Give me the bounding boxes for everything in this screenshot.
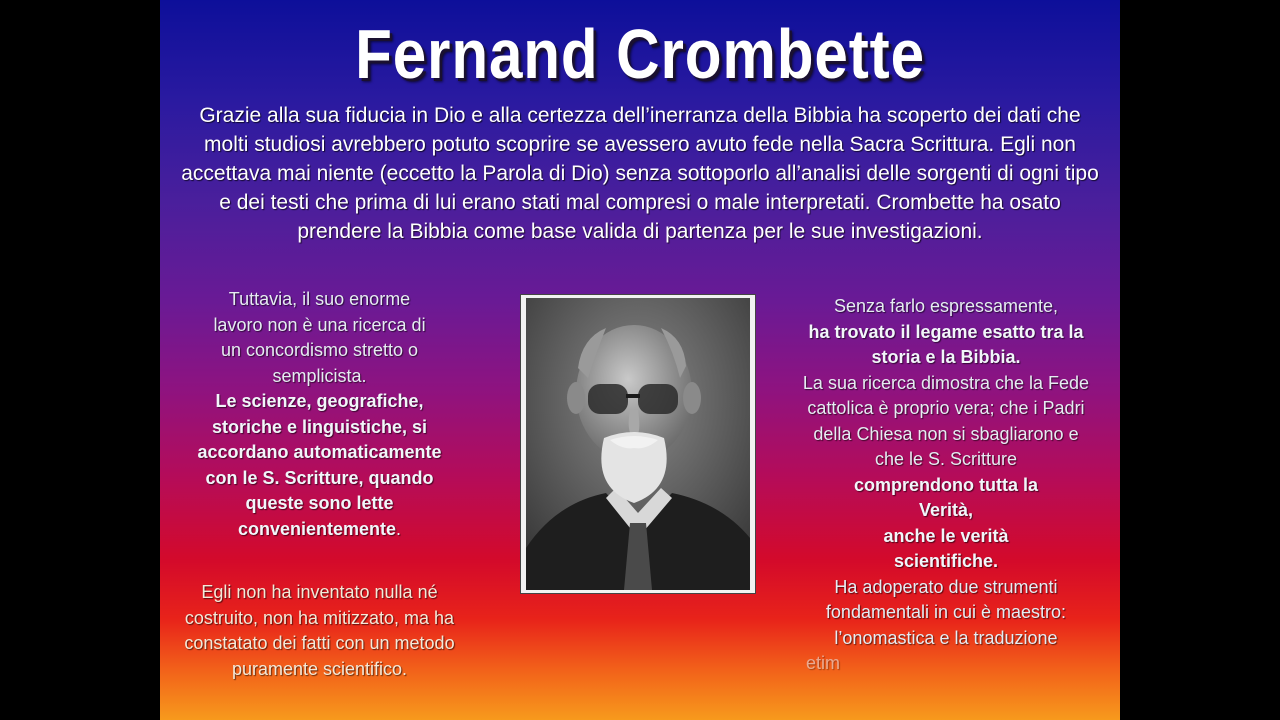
right-text-2: La sua ricerca dimostra che la Fede cattolica è proprio vera; che i Padri della Chiesa non si sbagliarono e che le S. Scritture [802, 372, 1090, 469]
left-column-paragraph-1 [182, 287, 457, 542]
right-text-3: Ha adoperato due strumenti fondamentali in cui è maestro: l’onomastica e la traduzione [825, 576, 1067, 648]
slide [160, 0, 1120, 720]
right-bold-1 [796, 320, 1096, 371]
portrait-image [526, 298, 750, 590]
right-column [796, 294, 1096, 677]
right-text-1: Senza farlo espressamente, [833, 296, 1059, 316]
left-bold-text [197, 391, 441, 539]
right-bold-scientific: anche le verità scientifiche. [883, 525, 1009, 571]
left-normal-text: Tuttavia, il suo enorme lavoro non è una ricerca di un concordismo stretto o semplicista. [213, 289, 426, 386]
left-period: . [396, 518, 402, 539]
right-bold-truth: comprendono tutta la Verità, [854, 474, 1038, 520]
right-bold-3 [796, 524, 1096, 575]
right-bold-link-statement: ha trovato il legame esatto tra la storia e la Bibbia. [808, 321, 1084, 367]
left-bold-statement: Le scienze, geografiche, storiche e linguistiche, si accordano automaticamente con le S. Scritture, quando queste sono lette convenientemente [197, 391, 442, 539]
portrait-photo [520, 294, 756, 594]
right-bold-2 [796, 473, 1096, 524]
right-text-cut: etim [806, 653, 841, 673]
intro-paragraph: Grazie alla sua fiducia in Dio e alla certezza dell’inerranza della Bibbia ha scoperto dei dati che molti studiosi avrebbero potuto scoprire se avessero avuto fede nella Sacra Scrittura. Egli non accettava mai niente (eccetto la Parola di Dio) senza sottoporlo all’analisi delle sorgenti di ogni tipo e dei testi che prima di lui erano stati mal compresi o male interpretati. Crombette ha osato prendere la Bibbia come base valida di partenza per le sue investigazioni. [181, 104, 1099, 243]
slide-title: Fernand Crombette [355, 15, 925, 93]
left-column-paragraph-2: Egli non ha inventato nulla né costruito, non ha mitizzato, ma ha constatato dei fatti con un metodo puramente scientifico. [184, 582, 455, 679]
